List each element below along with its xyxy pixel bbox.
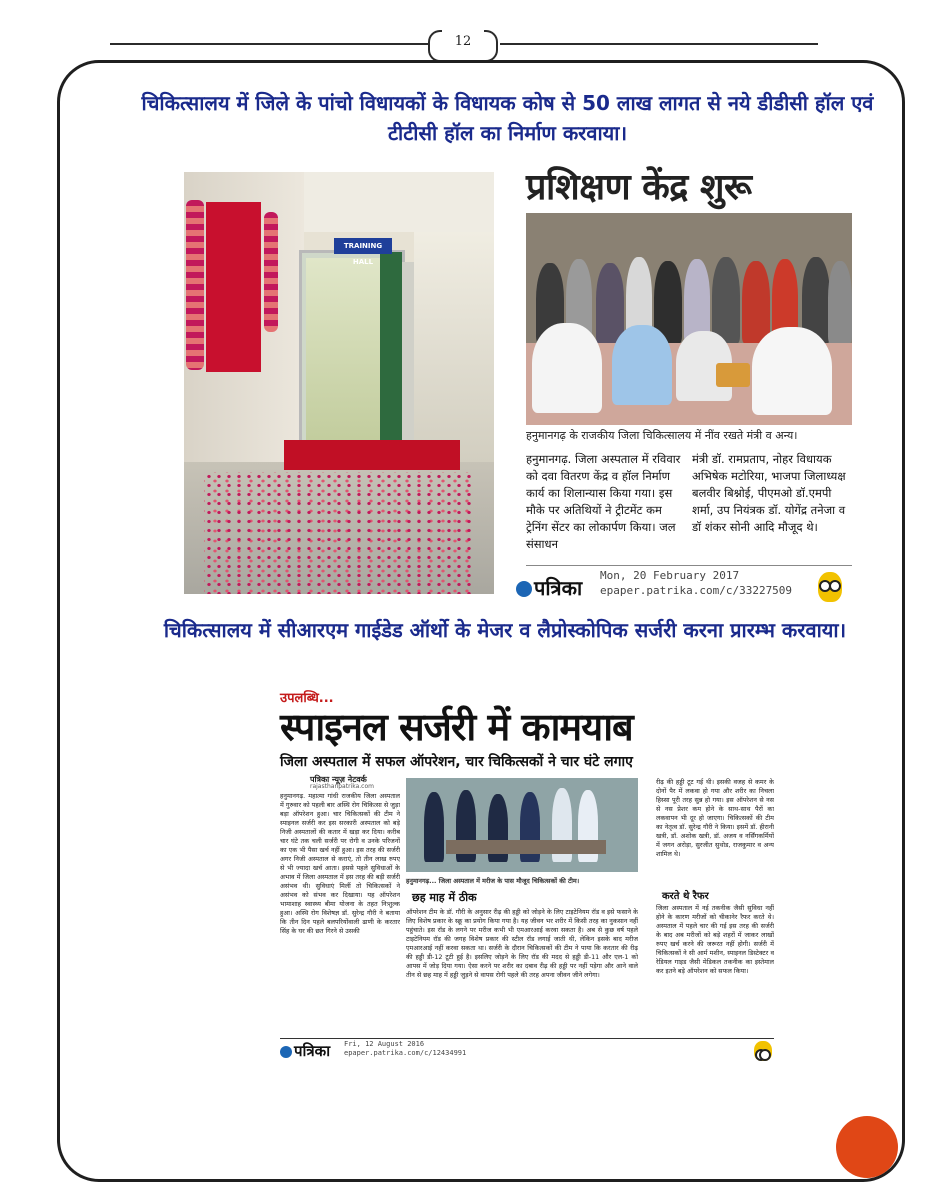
- heading-hall-construction: चिकित्सालय में जिले के पांचो विधायकों के विधायक कोष से 50 लाख लागत से नये डीडीसी हॉल एवं टीटीसी हॉल का निर्माण करवाया।: [141, 91, 874, 145]
- flower-garland: [186, 200, 204, 370]
- header-rule-right: [500, 43, 818, 45]
- clipping-text-col-1: हनुमानगढ़. जिला अस्पताल में रविवार को दवा वितरण केंद्र व हॉल निर्माण कार्य का शिलान्यास किया गया। इस मौके पर अतिथियों ने ट्रीटमेंट कम ट्रेनिंग सेंटर का लोकार्पण किया। जल संसाधन: [526, 452, 681, 551]
- clipping-text-col-3b: जिला अस्पताल में नई तकनीक जैसी सुविधा नहीं होने के कारण मरीजों को चीकानेर रैफर करते थे। अस्पताल में पहले चार की गई इस तरह की सर्जरी के बाद अब मरीजों को बड़े शहरों में जाकर लाखों रुपए खर्च करने की जरूरत नहीं होगी। सर्जरी में चिकित्सकों ने सी आर्म मशीन, स्पाइनल डिस्टेक्टर व रेडियल गाइड जैसी मेडिकल तकनीक का इस्तेमाल कर इतने बड़े ऑपरेशन को सफल किया।: [656, 904, 774, 975]
- globe-icon: [516, 581, 532, 597]
- subhead-six-months: छह माह में ठीक: [412, 891, 477, 904]
- clipping-date: Mon, 20 February 2017: [600, 569, 740, 582]
- photo-caption: हनुमानगढ़... जिला अस्पताल में मरीज के पास मौजूद चिकित्सकों की टीम।: [406, 877, 580, 885]
- clipping-subheadline: जिला अस्पताल में सफल ऑपरेशन, चार चिकित्सकों ने चार घंटे लगाए: [280, 754, 633, 770]
- clipping-footer: [526, 565, 852, 608]
- clipping-headline: स्पाइनल सर्जरी में कामयाब: [280, 705, 633, 749]
- clipping-url: epaper.patrika.com/c/33227509: [600, 584, 793, 597]
- patrika-logo: पत्रिका: [280, 1041, 330, 1061]
- decorative-orange-dot: [836, 1116, 898, 1178]
- news-clipping-spinal-surgery: [280, 688, 774, 1062]
- clipping-footer: [280, 1038, 774, 1063]
- owl-icon: [754, 1041, 772, 1061]
- clipping-text-col-1: हनुमानगढ़. महात्मा गांधी राजकीय जिला अस्पताल में गुरुवार को पहली बार अस्थि रोग चिकित्सा से जुड़ा बड़ा ऑपरेशन हुआ। चार चिकित्सकों की टीम ने स्पाइनल सर्जरी कर इस सरकारी अस्पताल को बड़े निजी अस्पतालों की कतार में खड़ा कर दिया। करीब चार घंटे तक चली सर्जरी पर रोगी व उनके परिजनों का एक भी पैसा खर्च नहीं हुआ। इस तरह की सर्जरी अगर निजी अस्पताल से कराएं, तो तीन लाख रुपए से भी ज्यादा खर्च आता। इससे पहले सुविधाओं के अभाव में जिला अस्पताल में इस तरह की बड़ी सर्जरी असंभव थी। सुविधाएं मिलीं तो चिकित्सकों ने असंभव को संभव कर दिखाया। यह ऑपरेशन भामाशाह स्वास्थ्य बीमा योजना के तहत निःशुल्क हुआ। अस्थि रोग विशेषज्ञ डॉ. सुरेन्द्र गौरी ने बताया कि तीन दिन पहले बलपरियोंवाली ढाणी के करतार सिंह के घर की छत गिरने से उसकी: [280, 792, 400, 935]
- clipping-kicker: उपलब्धि...: [280, 691, 334, 706]
- clipping-text-col-3a: रीढ़ की हड्डी टूट गई थी। इसकी वजह से कमर के दोनों पैर में लकवा हो गया और शरीर का निचला हिस्सा पूरी तरह सुन्न हो गया। इस ऑपरेशन से नस से नस प्रेशर कम होने के साथ-साथ पैरों का लकवापन भी दूर हो जाएगा। चिकित्सकों की टीम का नेतृत्व डॉ. सुरेन्द्र गौरी ने किया। इसमें डॉ. हीरानी खत्री, डॉ. अशोक खत्री, डॉ. अजय व नर्सिंगकर्मियों में जगन अरोड़ा, सुरजीत सुथोड, राजकुमार व अन्य शामिल थे।: [656, 778, 774, 858]
- page-number: 12: [454, 34, 472, 49]
- clipping-url: epaper.patrika.com/c/12434991: [344, 1049, 467, 1057]
- clipping-caption: हनुमानगढ़ के राजकीय जिला चिकित्सालय में नींव रखते मंत्री व अन्य।: [526, 429, 798, 442]
- patrika-logo: पत्रिका: [516, 574, 582, 601]
- surgery-team-photo: [406, 778, 638, 872]
- clipping-text-col-2: ऑपरेशन टीम के डॉ. गौरी के अनुसार रीढ़ की हड्डी को जोड़ने के लिए टाइटेनियम रॉड व इसे फसाने के लिए विशेष प्रकार के स्क्रू का प्रयोग किया गया है। यह जीवन भर शरीर में किसी तरह का नुकसान नहीं पहुंचाते। इस रॉड के लगने पर मरीज कभी भी एमआरआई करवा सकता है। अब से कुछ वर्ष पहले टाइटेनियम रॉड की जगह विशेष प्रकार की स्टील रॉड लगाई जाती थी, लेकिन इसके बाद मरीज एमआरआई नहीं करवा सकता था। सर्जरी के दौरान चिकित्सकों की टीम ने पाया कि करतार की रीढ़ की हड्डी डी-12 टूटी हुई है। इसलिए जोड़ने के लिए रॉड की मदद से हड्डी डी-11 और एल-1 को आपस में जोड़ दिया गया। ऐसा करने पर शरीर का दबाव रीढ़ की हड्डी पर नहीं पड़ेगा और आने वाले तीन से छह माह में हड्डी जुड़ने से वापस रोगी पहले की तरह अपना जीवन जीने लगेगा।: [406, 908, 638, 979]
- subhead-referral: करते थे रैफर: [662, 891, 709, 902]
- red-carpet: [284, 440, 460, 470]
- clipping-byline: पत्रिका न्यूज़ नेटवर्क: [310, 775, 367, 784]
- training-hall-sign: TRAINING HALL: [334, 238, 392, 254]
- flower-garland: [264, 212, 278, 332]
- clipping-text-col-2: मंत्री डॉ. रामप्रताप, नोहर विधायक अभिषेक मटोरिया, भाजपा जिलाध्यक्ष बलवीर बिश्नोई, पीएमओ डॉ.एमपी शर्मा, उप नियंत्रक डॉ. योगेंद्र तनेजा व डॉ शंकर सोनी आदि मौजूद थे।: [692, 452, 846, 534]
- page-number-badge: [428, 30, 498, 60]
- rose-petals: [204, 472, 474, 594]
- red-curtain: [206, 202, 261, 372]
- header-rule-left: [110, 43, 428, 45]
- clipping-byline-url: rajasthanpatrika.com: [310, 783, 374, 790]
- heading-surgery-start: चिकित्सालय में सीआरएम गाईडेड ऑर्थो के मेजर व लैप्रोस्कोपिक सर्जरी करना प्रारम्भ करवाया।: [163, 618, 847, 642]
- clipping-date: Fri, 12 August 2016: [344, 1040, 425, 1048]
- clipping-title: प्रशिक्षण केंद्र शुरू: [526, 167, 752, 208]
- news-clipping-training-center: [526, 165, 852, 607]
- owl-icon: [818, 572, 842, 602]
- globe-icon: [280, 1046, 292, 1058]
- foundation-ceremony-photo: [526, 213, 852, 425]
- training-hall-photo: [184, 172, 494, 594]
